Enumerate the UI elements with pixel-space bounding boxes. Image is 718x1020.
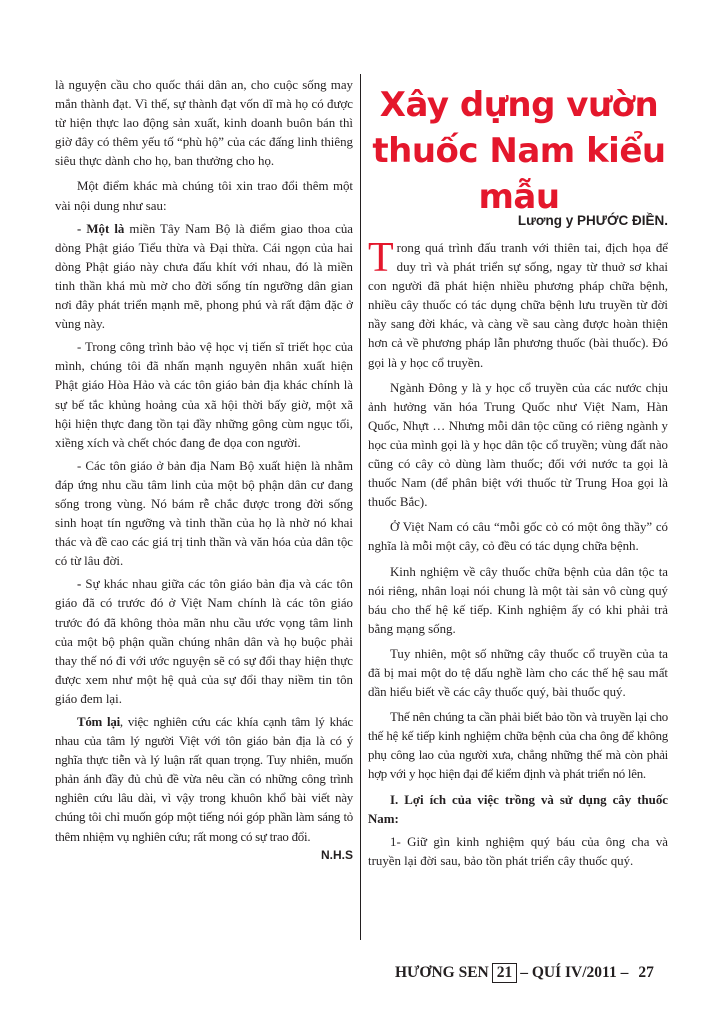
section-heading: I. Lợi ích của việc trồng và sử dụng cây thuốc Nam: [368, 792, 668, 826]
paragraph: Kinh nghiệm về cây thuốc chữa bệnh của dân tộc ta nói riêng, nhân loại nói chung là một tài sản vô cùng quý báu cho thế hệ kế tiếp. Kinh nghiệm ấy có khi phải trả bằng mạng sống. [368, 564, 668, 636]
paragraph-text: , việc nghiên cứu các khía cạnh tâm lý khác nhau của tâm lý người Việt với tôn giáo bản địa là có ý nghĩa thực tiễn và lý luận rất quan trọng. Tuy nhiên, muốn phản ánh đầy đủ chủ đề vừa nêu cần có những công trình nghiên cứu lâu dài, vì vậy trong khuôn khổ bài viết này chúng tôi chỉ muốn góp một tiếng nói góp phần làm sáng tỏ thêm nhiệm vụ nghiên cứu; rất mong có sự trao đổi. [55, 715, 353, 844]
lead-bold: - [77, 577, 86, 592]
paragraph-text: rong quá trình đấu tranh với thiên tai, địch họa để duy trì và phát triển sự sống, ngay từ thuở sơ khai con người đã phát hiện nhiều phương pháp chữa bệnh, nhiều cây thuốc có tác dụng chữa bệnh lưu truyền từ đời nầy sang đời khác, và càng về sau càng được hoàn thiện hơn cả về phương pháp lẫn phương thuốc (bài thuốc). Đó gọi là y học cổ truyền. [368, 241, 668, 370]
paragraph: - Các tôn giáo ở bản địa Nam Bộ xuất hiện là nhằm đáp ứng nhu cầu tâm linh của một bộ phận dân cư đang sống trong vùng. Nó bám rễ chắc được trong đời sống sinh hoạt tín ngưỡng và tinh thần của họ là nhờ nó khai thác và đề cao các giá trị tinh thần và văn hóa của dân tộc có từ lâu đời. [55, 458, 353, 569]
page-number: 27 [638, 964, 654, 981]
article-byline: Lương y PHƯỚC ĐIỀN. [517, 213, 668, 228]
left-column [55, 76, 353, 862]
paragraph: là nguyện cầu cho quốc thái dân an, cho cuộc sống may mắn thành đạt. Vì thế, sự thành đạt vốn dĩ mà họ có được từ hiện thực lao động sản xuất, kinh doanh buôn bán thì giờ đây có thêm yếu tố “phù hộ” của các đấng linh thiêng siêu thực dành cho họ, ban thưởng cho họ. [55, 78, 353, 169]
right-column [368, 235, 668, 871]
paragraph: Ở Việt Nam có câu “mỗi gốc cỏ có một ông thầy” có nghĩa là mỗi một cây, cỏ đều có tác dụng chữa bệnh. [368, 520, 668, 554]
paragraph: 1- Giữ gìn kinh nghiệm quý báu của ông cha và truyền lại đời sau, bảo tồn phát triển cây thuốc quý. [368, 834, 668, 868]
paragraph: Tuy nhiên, một số những cây thuốc cổ truyền của ta đã bị mai một do tệ dấu nghề làm cho các thế hệ sau mất dần hiểu biết về các cây thuốc quý, bài thuốc quý. [368, 646, 668, 700]
paragraph: - Trong công trình bảo vệ học vị tiến sĩ triết học của mình, chúng tôi đã nhấn mạnh nguyên nhân xuất hiện Phật giáo Hòa Hảo và các tôn giáo bản địa khác chính là sự bế tắc khủng hoảng của xã hội thời bấy giờ, một xã hội hiện thực đang tồn tại đầy những gông cùm ngục tối, xiềng xích và chết chóc đang đe dọa con người. [55, 340, 353, 450]
paragraph: Ngành Đông y là y học cổ truyền của các nước chịu ảnh hưởng văn hóa Trung Quốc như Việt Nam, Hàn Quốc, Nhựt … Nhưng mỗi dân tộc cũng có riêng ngành y học của mình gọi là y học dân tộc cổ truyền; vùng đất nào cũng có cây cỏ dùng làm thuốc; đối với nước ta gọi là thuốc Nam (để phân biệt với thuốc từ Trung Hoa gọi là thuốc Bắc). [368, 380, 668, 510]
paragraph [55, 713, 353, 847]
column-divider [360, 74, 361, 940]
page-footer [395, 963, 654, 983]
paragraph-text: Sự khác nhau giữa các tôn giáo bản địa và các tôn giáo đã có trước đó ở Việt Nam chính là các tôn giáo trước đó đã không thỏa mãn nhu cầu ước vọng tâm linh của một bộ phận quần chúng nhân dân và họ buộc phải thay thế nó đi với ước nguyện sẽ có sự đổi thay hiện thực được xem như một hệ quả của sự đổi thay niềm tin tôn giáo đem lại. [55, 577, 354, 706]
magazine-name: HƯƠNG SEN [395, 964, 489, 981]
paragraph [368, 235, 668, 373]
issue-number: 21 [492, 963, 518, 983]
paragraph: Thế nên chúng ta cần phải biết bảo tồn và truyền lại cho thế hệ kế tiếp kinh nghiệm chữa bệnh của cha ông để không phụ công lao của người xưa, chẳng những thế mà còn phải hợp với y học hiện đại để kiểm định và phát triển nó lên. [368, 710, 668, 782]
paragraph [55, 220, 353, 335]
lead-bold: Tóm lại [77, 715, 120, 729]
article-title: Xây dựng vườn thuốc Nam kiểu mẫu [372, 85, 666, 217]
paragraph-text: miền Tây Nam Bộ là điểm giao thoa của dòng Phật giáo Tiểu thừa và Đại thừa. Cái ngọn của hai dòng Phật giáo này chưa đấu khít với nhau, đó là miền tinh thần khá mù mờ cho đời sống tín ngưỡng dân gian nơi đây phát triển mạnh mẽ, phong phú và rất đậm đặc ở vùng này. [55, 221, 353, 332]
paragraph [55, 575, 353, 709]
paragraph: Một điểm khác mà chúng tôi xin trao đổi thêm một vài nội dung như sau: [55, 179, 353, 213]
drop-cap: T [368, 235, 394, 281]
issue-quarter: – QUÍ IV/2011 – [520, 964, 629, 981]
lead-bold: - Một là [77, 221, 125, 236]
author-signature: N.H.S [320, 847, 353, 862]
